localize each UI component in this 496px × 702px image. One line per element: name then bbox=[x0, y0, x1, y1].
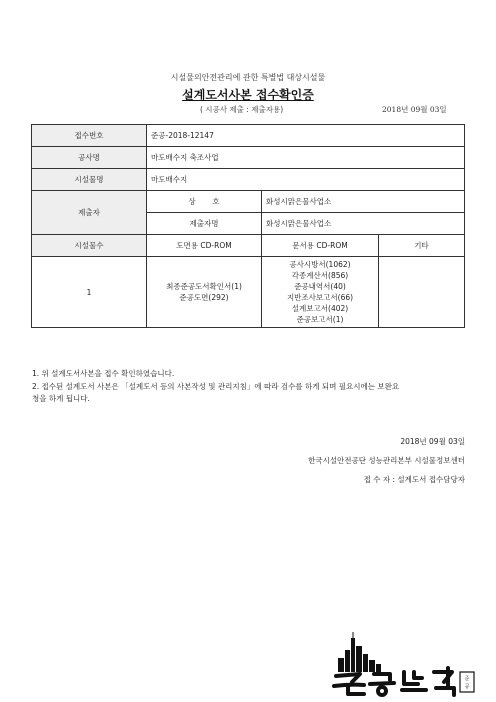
facility-value: 마도배수지 bbox=[147, 169, 465, 191]
facility-label: 시설물명 bbox=[32, 169, 147, 191]
doc-item: 각종계산서(856) bbox=[291, 271, 349, 280]
footer-date: 2018년 09월 03일 bbox=[400, 437, 465, 446]
notes bbox=[32, 368, 472, 406]
junggong-logo bbox=[330, 628, 480, 698]
submitter-note: ( 시공사 제출 : 제출자용) bbox=[200, 105, 284, 114]
svg-text:준: 준 bbox=[464, 676, 470, 682]
company-label: 상 호 bbox=[147, 191, 262, 213]
footer-receiver: 접 수 자 : 설계도서 접수담당자 bbox=[363, 475, 465, 484]
count-value: 1 bbox=[32, 257, 147, 328]
law-subtitle: 시설물의안전관리에 관한 특별법 대상시설물 bbox=[170, 73, 326, 82]
doc-item: 준공보고서(1) bbox=[296, 315, 344, 324]
seal-icon bbox=[460, 672, 474, 692]
table-row bbox=[32, 191, 465, 213]
drawing-cd-label: 도면용 CD-ROM bbox=[147, 235, 262, 257]
doc-cd-label: 문서용 CD-ROM bbox=[262, 235, 379, 257]
etc-value bbox=[379, 257, 465, 328]
submitter-label: 제출자 bbox=[32, 191, 147, 235]
doc-item: 설계보고서(402) bbox=[291, 304, 349, 313]
footer-org: 한국시설안전공단 성능관리본부 시설물정보센터 bbox=[308, 456, 465, 465]
count-label: 시설물수 bbox=[32, 235, 147, 257]
doc-item: 공사시방서(1062) bbox=[289, 260, 351, 269]
skyline-icon bbox=[338, 632, 381, 672]
table-row bbox=[32, 235, 465, 257]
project-value: 마도배수지 축조사업 bbox=[147, 147, 465, 169]
document-title: 설계도서사본 접수확인증 bbox=[182, 88, 314, 102]
table-row bbox=[32, 169, 465, 191]
logo-lettering bbox=[334, 668, 454, 695]
table-row bbox=[32, 125, 465, 147]
table-row bbox=[32, 147, 465, 169]
doc-item: 준공내역서(40) bbox=[294, 282, 346, 291]
svg-text:공: 공 bbox=[464, 684, 470, 690]
drawing-items bbox=[147, 257, 262, 328]
note-2a: 2. 접수된 설계도서 사본은 「설계도서 등의 사본작성 및 관리지침」에 따라 검수를 하게 되며 필요시에는 보완요 bbox=[32, 381, 400, 391]
company-value: 화성시맑은물사업소 bbox=[262, 191, 465, 213]
table-row bbox=[32, 257, 465, 328]
drawing-item: 최종준공도서확인서(1) bbox=[166, 282, 242, 291]
submitter-name-value: 화성시맑은물사업소 bbox=[262, 213, 465, 235]
note-2b: 청을 하게 됩니다. bbox=[32, 394, 90, 403]
drawing-item: 준공도면(292) bbox=[179, 293, 229, 302]
project-label: 공사명 bbox=[32, 147, 147, 169]
doc-item: 지반조사보고서(66) bbox=[286, 293, 354, 302]
header-date: 2018년 09월 03일 bbox=[382, 105, 447, 114]
etc-label: 기타 bbox=[379, 235, 465, 257]
receipt-no-value: 준공-2018-12147 bbox=[147, 125, 465, 147]
note-1: 1. 위 설계도서사본을 접수 확인하였습니다. bbox=[32, 369, 175, 378]
receipt-no-label: 접수번호 bbox=[32, 125, 147, 147]
receipt-form-table bbox=[31, 124, 465, 328]
submitter-name-label: 제출자명 bbox=[147, 213, 262, 235]
doc-items bbox=[262, 257, 379, 328]
